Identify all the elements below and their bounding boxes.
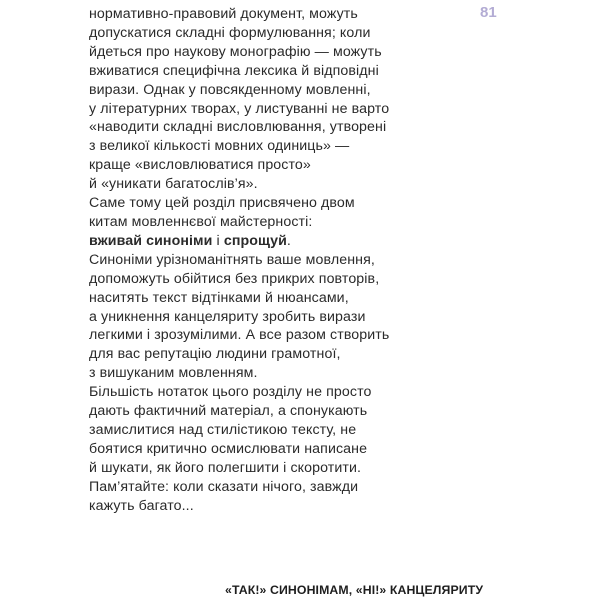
text-line: вживатися специфічна лексика й відповідні [89, 62, 379, 79]
text-line: допоможуть обійтися без прикрих повторів, [89, 270, 380, 287]
text-line: Синоніми урізноманітнять ваше мовлення, [89, 251, 375, 268]
connector-text: і [212, 232, 224, 249]
bold-motto-line [89, 232, 449, 251]
text-line: й шукати, як його полегшити і скоротити. [89, 459, 362, 476]
text-line: дають фактичний матеріал, а спонукають [89, 403, 368, 420]
text-line: з вишуканим мовленням. [89, 365, 258, 382]
text-line: замислитися над стилістикою тексту, не [89, 421, 357, 438]
text-line: у літературних творах, у листуванні не варто [89, 100, 390, 117]
text-line: Більшість нотаток цього розділу не просто [89, 384, 372, 401]
text-line: легкими і зрозумілими. А все разом створить [89, 327, 390, 344]
text-line: кажуть багато... [89, 497, 194, 514]
text-line: китам мовленнєвої майстерності: [89, 213, 313, 230]
bold-phrase-synonyms: вживай синоніми [89, 232, 213, 249]
body-text [89, 5, 449, 515]
text-line: наситять текст відтінками й нюансами, [89, 289, 349, 306]
bold-phrase-simplify: спрощуй [223, 232, 287, 249]
text-line: Саме тому цей розділ присвячено двом [89, 195, 355, 212]
text-line: нормативно-правовий документ, можуть [89, 6, 358, 22]
text-line: боятися критично осмислювати написане [89, 440, 368, 457]
page-number: 81 [480, 4, 497, 21]
text-line: й «уникати багатослів’я». [89, 176, 258, 193]
text-line: краще «висловлюватися просто» [89, 157, 311, 174]
text-line: Пам’ятайте: коли сказати нічого, завжди [89, 478, 359, 495]
text-line: йдеться про наукову монографію — можуть [89, 43, 382, 60]
text-line: з великої кількості мовних одиниць» — [89, 138, 350, 155]
text-line: допускатися складні формулювання; коли [89, 24, 371, 41]
running-footer: «ТАК!» СИНОНІМАМ, «НІ!» КАНЦЕЛЯРИТУ [225, 583, 484, 597]
text-line: для вас репутацію людини грамотної, [89, 346, 341, 363]
text-line: а уникнення канцеляриту зробить вирази [89, 308, 366, 325]
text-line: «наводити складні висловлювання, утворені [89, 119, 387, 136]
text-line: вирази. Однак у повсякденному мовленні, [89, 81, 371, 98]
line-end-punct: . [286, 232, 291, 249]
